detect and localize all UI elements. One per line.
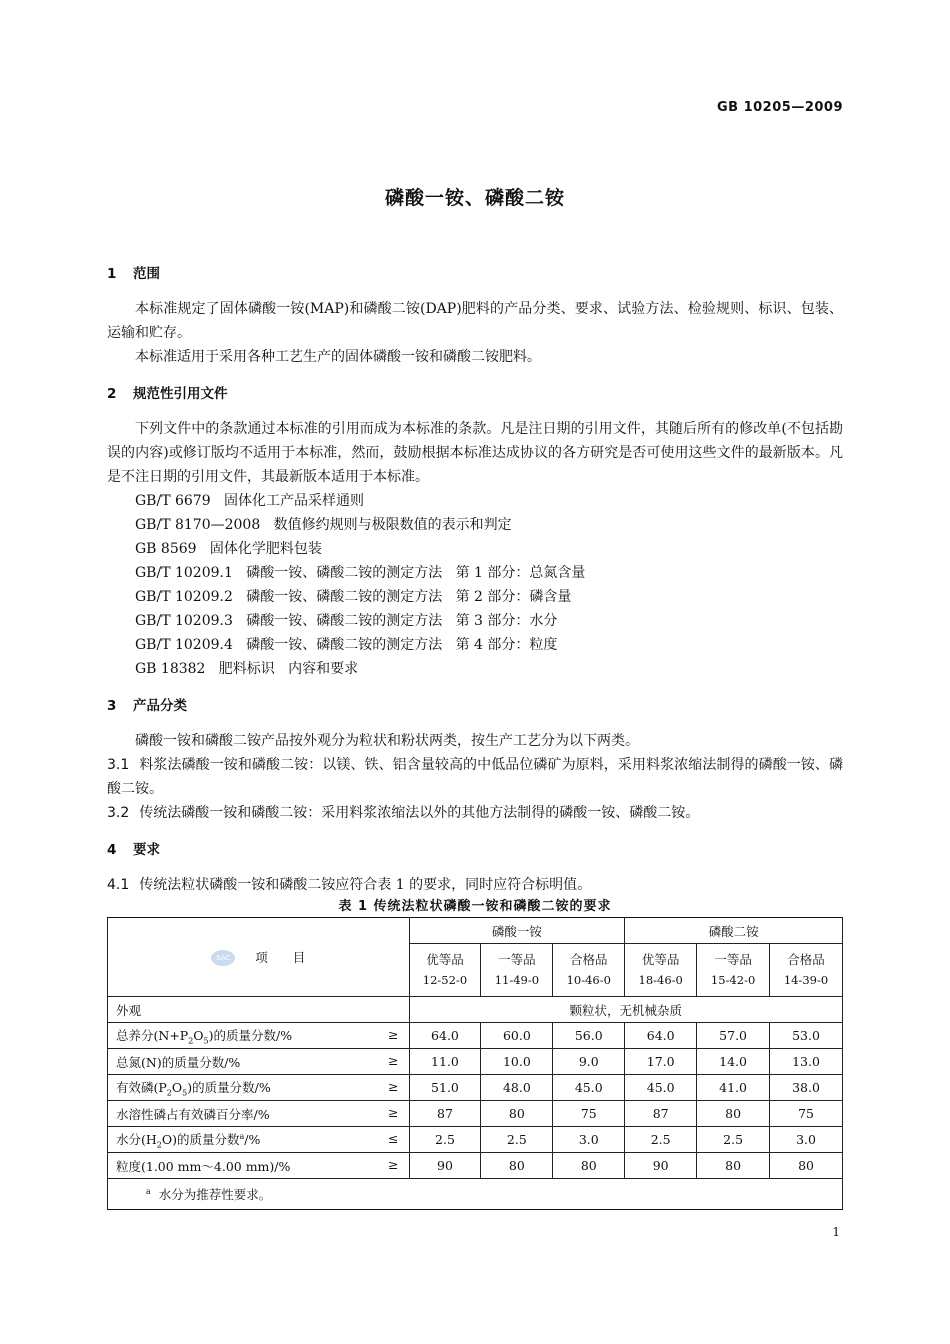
table-footnote-row: $^a$ 水分为推荐性要求。 — [108, 1179, 843, 1210]
section-heading-3: 3 产品分类 — [107, 698, 187, 714]
reference-item: GB/T 8170—2008 数值修约规则与极限数值的表示和判定 — [135, 517, 512, 533]
grade-header: 合格品 10-46-0 — [553, 944, 625, 997]
group-header-dap: 磷酸二铵 — [625, 918, 843, 944]
paragraph: 本标准适用于采用各种工艺生产的固体磷酸一铵和磷酸二铵肥料。 — [135, 349, 541, 365]
reference-item: GB/T 10209.1 磷酸一铵、磷酸二铵的测定方法 第 1 部分：总氮含量 — [135, 565, 586, 581]
table-row: 总养分$(N+P_2O_5)$的质量分数/% ≥ 64.0 60.0 56.0 64.0 57.0 53.0 — [108, 1023, 843, 1049]
subclause-4-1: 4.1 传统法粒状磷酸一铵和磷酸二铵应符合表 1 的要求，同时应符合标明值。 — [107, 877, 592, 893]
section-heading-2: 2 规范性引用文件 — [107, 386, 228, 402]
paragraph: 磷酸一铵和磷酸二铵产品按外观分为粒状和粉状两类，按生产工艺分为以下两类。 — [135, 733, 639, 749]
grade-header: 优等品 18-46-0 — [625, 944, 697, 997]
reference-item: GB 18382 肥料标识 内容和要求 — [135, 661, 359, 677]
table-caption: 表 1 传统法粒状磷酸一铵和磷酸二铵的要求 — [338, 899, 612, 914]
grade-header: 合格品 14-39-0 — [770, 944, 843, 997]
document-body — [107, 262, 843, 1210]
group-header-map: 磷酸一铵 — [409, 918, 625, 944]
reference-item: GB/T 10209.4 磷酸一铵、磷酸二铵的测定方法 第 4 部分：粒度 — [135, 637, 558, 653]
grade-header: 一等品 11-49-0 — [481, 944, 553, 997]
reference-item: GB/T 6679 固体化工产品采样通则 — [135, 493, 364, 509]
table-row: 外观 颗粒状，无机械杂质 — [108, 997, 843, 1023]
paragraph: 本标准规定了固体磷酸一铵(MAP)和磷酸二铵(DAP)肥料的产品分类、要求、试验方法、检验规则、标识、包装、运输和贮存。 — [107, 301, 843, 341]
subclause-3-1: 3.1 料浆法磷酸一铵和磷酸二铵：以镁、铁、铝含量较高的中低品位磷矿为原料，采用料浆浓缩法制得的磷酸一铵、磷酸二铵。 — [107, 757, 843, 797]
table-row: 有效磷$(P_2O_5)$的质量分数/% ≥ 51.0 48.0 45.0 45.0 41.0 38.0 — [108, 1075, 843, 1101]
table-row: 水分$(H_2O)$的质量分数$^a$/% ≤ 2.5 2.5 3.0 2.5 2.5 3.0 — [108, 1127, 843, 1153]
section-heading-4: 4 要求 — [107, 842, 160, 858]
table-row: 总氮(N)的质量分数/% ≥ 11.0 10.0 9.0 17.0 14.0 13.0 — [108, 1049, 843, 1075]
table-row: 水溶性磷占有效磷百分率/% ≥ 87 80 75 87 80 75 — [108, 1101, 843, 1127]
sac-watermark-logo: SAC — [211, 950, 235, 966]
reference-item: GB 8569 固体化学肥料包装 — [135, 541, 322, 557]
item-header: SAC 项 目 — [108, 918, 410, 997]
paragraph: 下列文件中的条款通过本标准的引用而成为本标准的条款。凡是注日期的引用文件，其随后所有的修改单(不包括勘误的内容)或修订版均不适用于本标准，然而，鼓励根据本标准达成协议的各方研究是否可使用这些文件的最新版本。凡是不注日期的引用文件，其最新版本适用于本标准。 — [107, 421, 843, 485]
subclause-3-2: 3.2 传统法磷酸一铵和磷酸二铵：采用料浆浓缩法以外的其他方法制得的磷酸一铵、磷酸二铵。 — [107, 805, 700, 821]
grade-header: 一等品 15-42-0 — [697, 944, 770, 997]
page-number: 1 — [832, 1225, 840, 1239]
grade-header: 优等品 12-52-0 — [409, 944, 481, 997]
reference-item: GB/T 10209.2 磷酸一铵、磷酸二铵的测定方法 第 2 部分：磷含量 — [135, 589, 572, 605]
requirements-table — [107, 917, 843, 1210]
table-row: 粒度(1.00 mm～4.00 mm)/% ≥ 90 80 80 90 80 80 — [108, 1153, 843, 1179]
standard-number: GB 10205—2009 — [716, 100, 843, 115]
reference-item: GB/T 10209.3 磷酸一铵、磷酸二铵的测定方法 第 3 部分：水分 — [135, 613, 558, 629]
section-heading-1: 1 范围 — [107, 266, 160, 282]
document-title: 磷酸一铵、磷酸二铵 — [384, 187, 565, 209]
